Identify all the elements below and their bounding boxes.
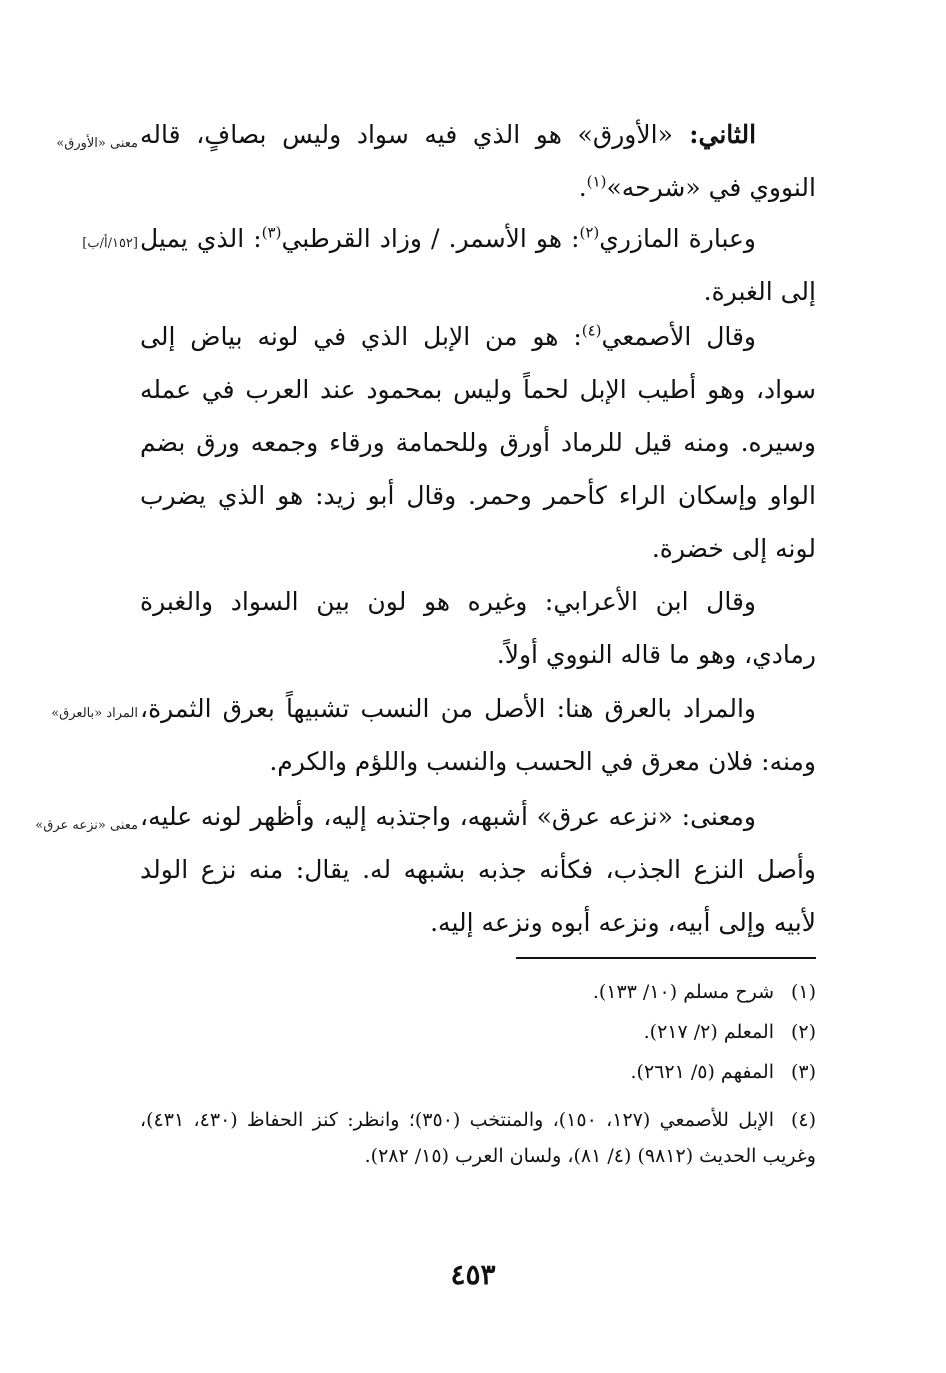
paragraph-2-b: : هو الأسمر. / وزاد القرطبي [281,224,580,253]
margin-note-manuscript: [١٥٢/أ/ب] [82,236,138,251]
paragraph-2 [140,212,816,318]
footnote-divider [516,957,816,959]
footnote-ref-2[interactable]: (٢) [579,223,600,242]
margin-note-6: معنى «نزعه عرق» [35,818,138,833]
footnote-4 [140,1102,816,1174]
paragraph-1-text: «الأورق» هو الذي فيه سواد وليس بصافٍ، قاله النووي في «شرحه» [140,120,816,202]
margin-note-5: المراد «بالعرق» [51,706,138,721]
paragraph-5: والمراد بالعرق هنا: الأصل من النسب تشبيهاً بعرق الثمرة، ومنه: فلان معرق في الحسب والنسب واللؤم والكرم. [140,694,816,776]
paragraph-2-c: : الذي يميل إلى الغبرة. [140,224,816,306]
footnote-ref-3[interactable]: (٣) [261,223,282,242]
paragraph-1-end: . [578,173,587,202]
paragraph-3-a: وقال الأصمعي [601,322,756,351]
page-number: ٤٥٣ [450,1258,496,1291]
paragraph-3-b: : هو من الإبل الذي في لونه بياض إلى سواد، وهو أطيب الإبل لحماً وليس بمحمود عند العرب في عمله وسيره. ومنه قيل للرماد أورق وللحمامة ورقاء وجمعه ورق بضم الواو وإسكان الراء كأحمر وحمر. وقال أبو زيد: هو الذي يضرب لونه إلى خضرة. [140,322,816,563]
footnote-3-text: المفهم (٥/ ٢٦٢١). [630,1061,774,1083]
margin-note-1: معنى «الأورق» [56,136,138,151]
footnote-2-text: المعلم (٢/ ٢١٧). [643,1021,774,1043]
footnote-3 [140,1054,816,1090]
footnote-3-number: (٣) [790,1061,816,1083]
footnote-1 [140,974,816,1010]
paragraph-4: وقال ابن الأعرابي: وغيره هو لون بين السواد والغبرة رمادي، وهو ما قاله النووي أولاً. [140,587,816,669]
footnote-2 [140,1014,816,1050]
footnote-2-number: (٢) [790,1021,816,1043]
footnote-ref-1[interactable]: (١) [586,172,607,191]
paragraph-2-a: وعبارة المازري [599,224,756,253]
footnote-4-text: الإبل للأصمعي (١٢٧، ١٥٠)، والمنتخب (٣٥٠)؛ وانظر: كنز الحفاظ (٤٣٠، ٤٣١)، وغريب الحديث (٩٨١٢) (٤/ ٨١)، ولسان العرب (١٥/ ٢٨٢). [140,1109,816,1167]
paragraph-3 [140,310,816,575]
paragraph-6: ومعنى: «نزعه عرق» أشبهه، واجتذبه إليه، وأظهر لونه عليه، وأصل النزع الجذب، فكأنه جذبه بشبهه له. يقال: منه نزع الولد لأبيه وإلى أبيه، ونزعه أبوه ونزعه إليه. [140,802,816,937]
paragraph-1-lead: الثاني: [672,120,757,149]
footnote-1-text: شرح مسلم (١٠/ ١٣٣). [592,981,774,1003]
footnote-ref-4[interactable]: (٤) [581,321,602,340]
paragraph-1 [140,108,816,214]
footnote-1-number: (١) [790,981,816,1003]
footnote-4-number: (٤) [790,1109,817,1131]
